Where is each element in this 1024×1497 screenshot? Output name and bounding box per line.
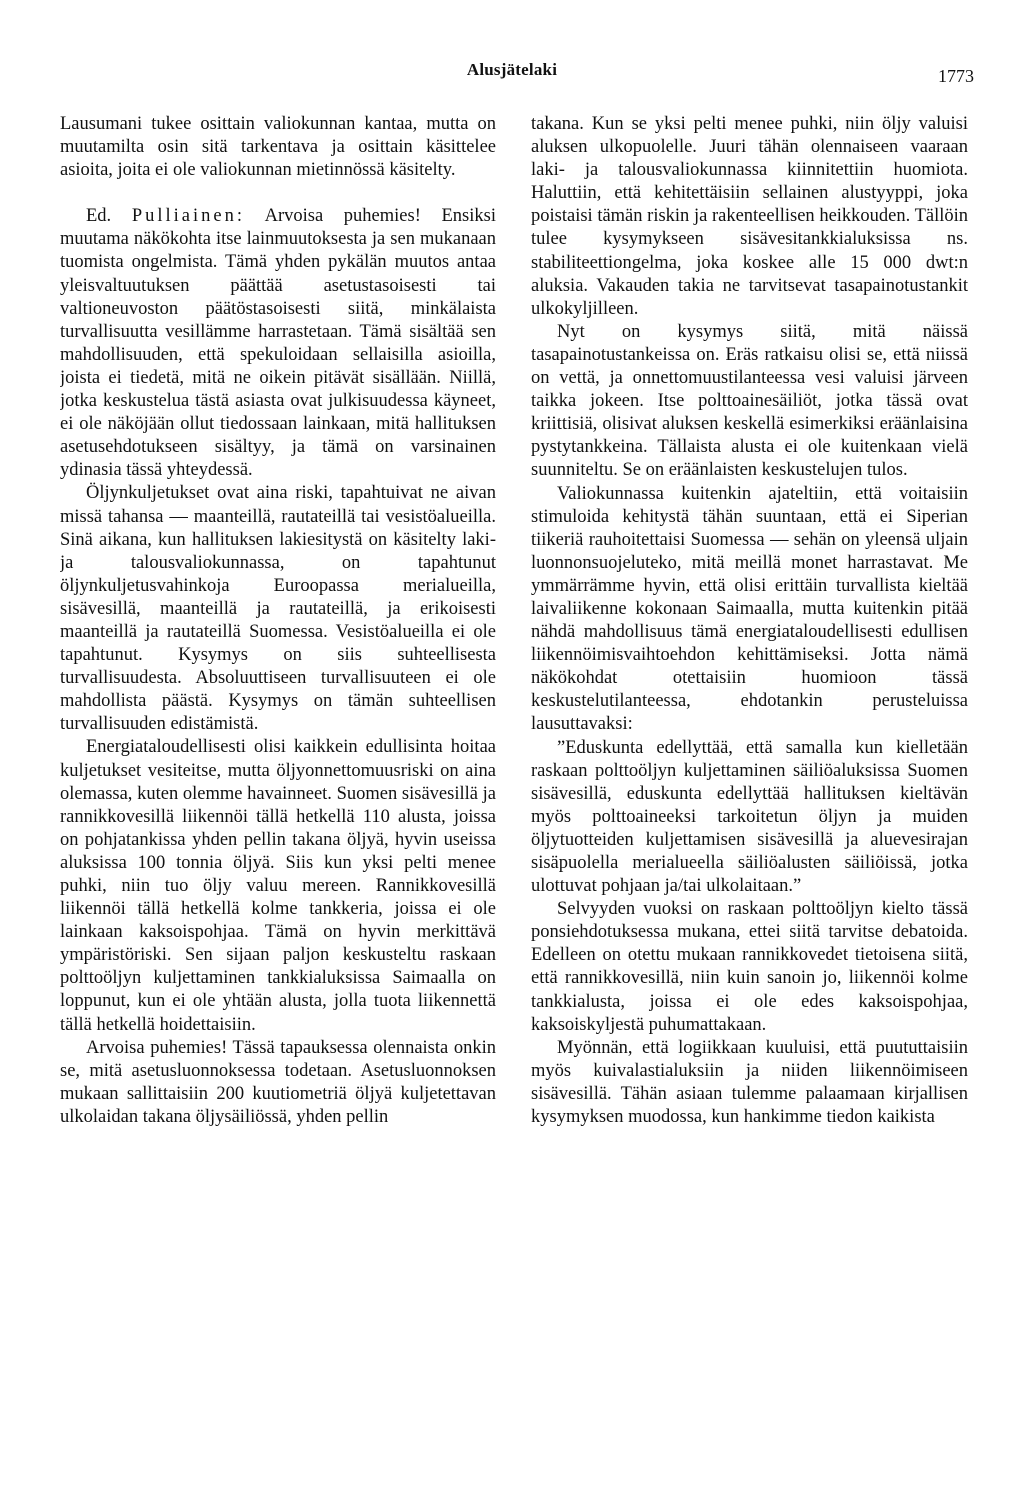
paragraph-draft-regulation: Arvoisa puhemies! Tässä tapauksessa olennaista onkin se, mitä asetusluonnoksessa todetaan. Asetusluonnoksen mukaan sallittaisiin 200 kuutiometriä öljyä kuljetettavan ulkolaidan takana öljysäiliössä, yhden pellin xyxy=(60,1037,496,1127)
paragraph-clarity: Selvyyden vuoksi on raskaan polttoöljyn kielto tässä ponsiehdotuksessa mukana, ettei siitä tarvitse debatoida. Edelleen on otettu mukaan rannikkovedet tietoisena siitä, että rannikkovesillä, niin kuin sanoin jo, liikennöi kolme tankkialusta, joissa ei ole edes kaksoispohjaa, kaksoiskyljestä puhumattakaan. xyxy=(531,899,968,1035)
paragraph-committee-statement: Lausumani tukee osittain valiokunnan kantaa, mutta on muutamilta osin sitä tarkentava ja osittain käsittelee asioita, joita ei ole valiokunnan mietinnössä käsitelty. xyxy=(60,114,496,181)
speaker-name: Pulliainen: xyxy=(131,206,245,227)
running-title: Alusjätelaki xyxy=(466,60,558,79)
paragraph-committee-view: Valiokunnassa kuitenkin ajateltiin, että voitaisiin stimuloida kehitystä tähän suuntaan, että ei Siperian tiikeriä rauhoitettaisi Suomessa — sehän on yleensä uljain luonnonsuojeluteko, mitä meillä monet harrastavat. Me ymmärrämme hyvin, että olisi erittäin turvallista kieltää laivaliikenne kokonaan Saimaalla, mutta kuitenkin pitää nähdä mahdollisuus tämä energiataloudellisesti edullisen liikennöimisvaihtoehdon kehittämiseksi. Jotta nämä näkökohdat otettaisiin huomioon tässä keskustelutilanteessa, ehdotankin perusteluissa lausuttavaksi: xyxy=(531,483,968,735)
paragraph-speaker-intro xyxy=(60,205,496,482)
paragraph-dry-cargo: Myönnän, että logiikkaan kuuluisi, että puututtaisiin myös kuivalastialuksiin ja niiden liikennöimiseen sisävesillä. Tähän asiaan tulemme palaamaan kirjallisen kysymyksen muodossa, kun hankimme tiedon kaikista xyxy=(531,1037,968,1128)
speaker-text: Arvoisa puhemies! Ensiksi muutama näkökohta itse lainmuutoksesta ja sen mukanaan tuomista ongelmista. Tämä yhden pykälän muutos antaa yleisvaltuutuksen päättää asetustasoisesti tai valtioneuvoston päätöstasoisesti siitä, minkälaista turvallisuutta vesillämme harrastetaan. Tämä sisältää sen mahdollisuuden, että spekuloidaan sellaisilla asioilla, joista ei tiedetä, mitä ne oikein pitävät sisällään. Niillä, jotka keskustelua tästä asiasta ovat julkisuudessa käyneet, ei ole näköjään ollut tiedossaan lainkaan, mitä hallituksen asetusehdotukseen sisältyy, ja tämä on varsinainen ydinasia tässä yhteydessä. xyxy=(60,206,496,481)
speaker-prefix: Ed. xyxy=(86,206,132,227)
paragraph-balance-tanks: Nyt on kysymys siitä, mitä näissä tasapainotustankeissa on. Eräs ratkaisu olisi se, että niissä on vettä, ja onnettomuustilanteessa vesi valuisi järveen taikka jokeen. Itse polttoainesäiliöt, jotka tässä ovat kriittisiä, olisivat aluksen keskellä esimerkiksi eräänlaisina pystytankkeina. Tällaista alusta ei ole kuitenkaan vielä suunniteltu. Se on eräänlaisten keskustelujen tulos. xyxy=(531,321,968,481)
right-column xyxy=(531,113,968,1473)
paragraph-continuation: takana. Kun se yksi pelti menee puhki, niin öljy valuisi aluksen ulkopuolelle. Juuri tähän olennaiseen vaaraan laki- ja talousvaliokunnassa kiinnitettiin huomiota. Haluttiin, että kehitettäisiin sellainen alustyyppi, joka poistaisi tämän riskin ja rakenteellisen heikkouden. Tällöin tulee kysymykseen sisävesitankkialuksissa ns. stabiliteettiongelma, joka koskee alle 15 000 dwt:n aluksia. Vakauden takia ne tarvitsevat tasapainotustankit ulkokyljilleen. xyxy=(531,114,968,319)
page-number: 1773 xyxy=(938,66,974,86)
left-column xyxy=(60,113,496,1473)
paragraph-energy-economy: Energiataloudellisesti olisi kaikkein edullisinta hoitaa kuljetukset vesiteitse, mutta öljyonnettomuusriski on aina olemassa, kuten olemme havainneet. Suomen sisävesillä ja rannikkovesillä liikennöi tällä hetkellä 110 alusta, joissa on pohjatankissa yhden pellin takana öljyä, hyvin useissa aluksissa 100 tonnia öljyä. Siis kun yksi pelti menee puhki, niin tuo öljy valuu mereen. Rannikkovesillä liikennöi tällä hetkellä kolme tankkeria, joissa ei ole lainkaan kaksoispohjaa. Tämä on hyvin merkittävä ympäristöriski. Sen sijaan paljon keskusteltu raskaan polttoöljyn kuljettaminen tankkialuksissa Saimaalla on loppunut, kun ei ole yhtään alusta, jolla tuota liikennettä tällä hetkellä hoidettaisiin. xyxy=(60,737,496,1035)
paragraph-oil-transport-risk: Öljynkuljetukset ovat aina riski, tapahtuivat ne aivan missä tahansa — maanteillä, rautateillä tai vesistöalueilla. Sinä aikana, kun hallituksen lakiesitystä on käsitelty laki- ja talousvaliokunnassa, on tapahtunut öljynkuljetusvahinkoja Euroopassa merialueilla, sisävesillä, maanteillä ja rautateillä, ja erikoisesti maanteillä ja rautateillä Suomessa. Vesistöalueilla ei ole tapahtunut. Kysymys on siis suhteellisesta turvallisuudesta. Absoluuttiseen turvallisuuteen ei ole mahdollista päästä. Kysymys on tämän suhteellisen turvallisuuden edistämistä. xyxy=(60,483,496,735)
paragraph-proposed-statement: ”Eduskunta edellyttää, että samalla kun kielletään raskaan polttoöljyn kuljettaminen säiliöaluksissa Suomen sisävesillä, eduskunta edellyttää hallituksen kieltävän myös polttoaineeksi tarkoitetun öljyn ja muiden öljytuotteiden kuljettamisen sisävesillä ja aluevesirajan sisäpuolella merialueella säiliöalusten säiliöissä, jotka ulottuvat pohjaan ja/tai ulkolaitaan.” xyxy=(531,737,968,897)
